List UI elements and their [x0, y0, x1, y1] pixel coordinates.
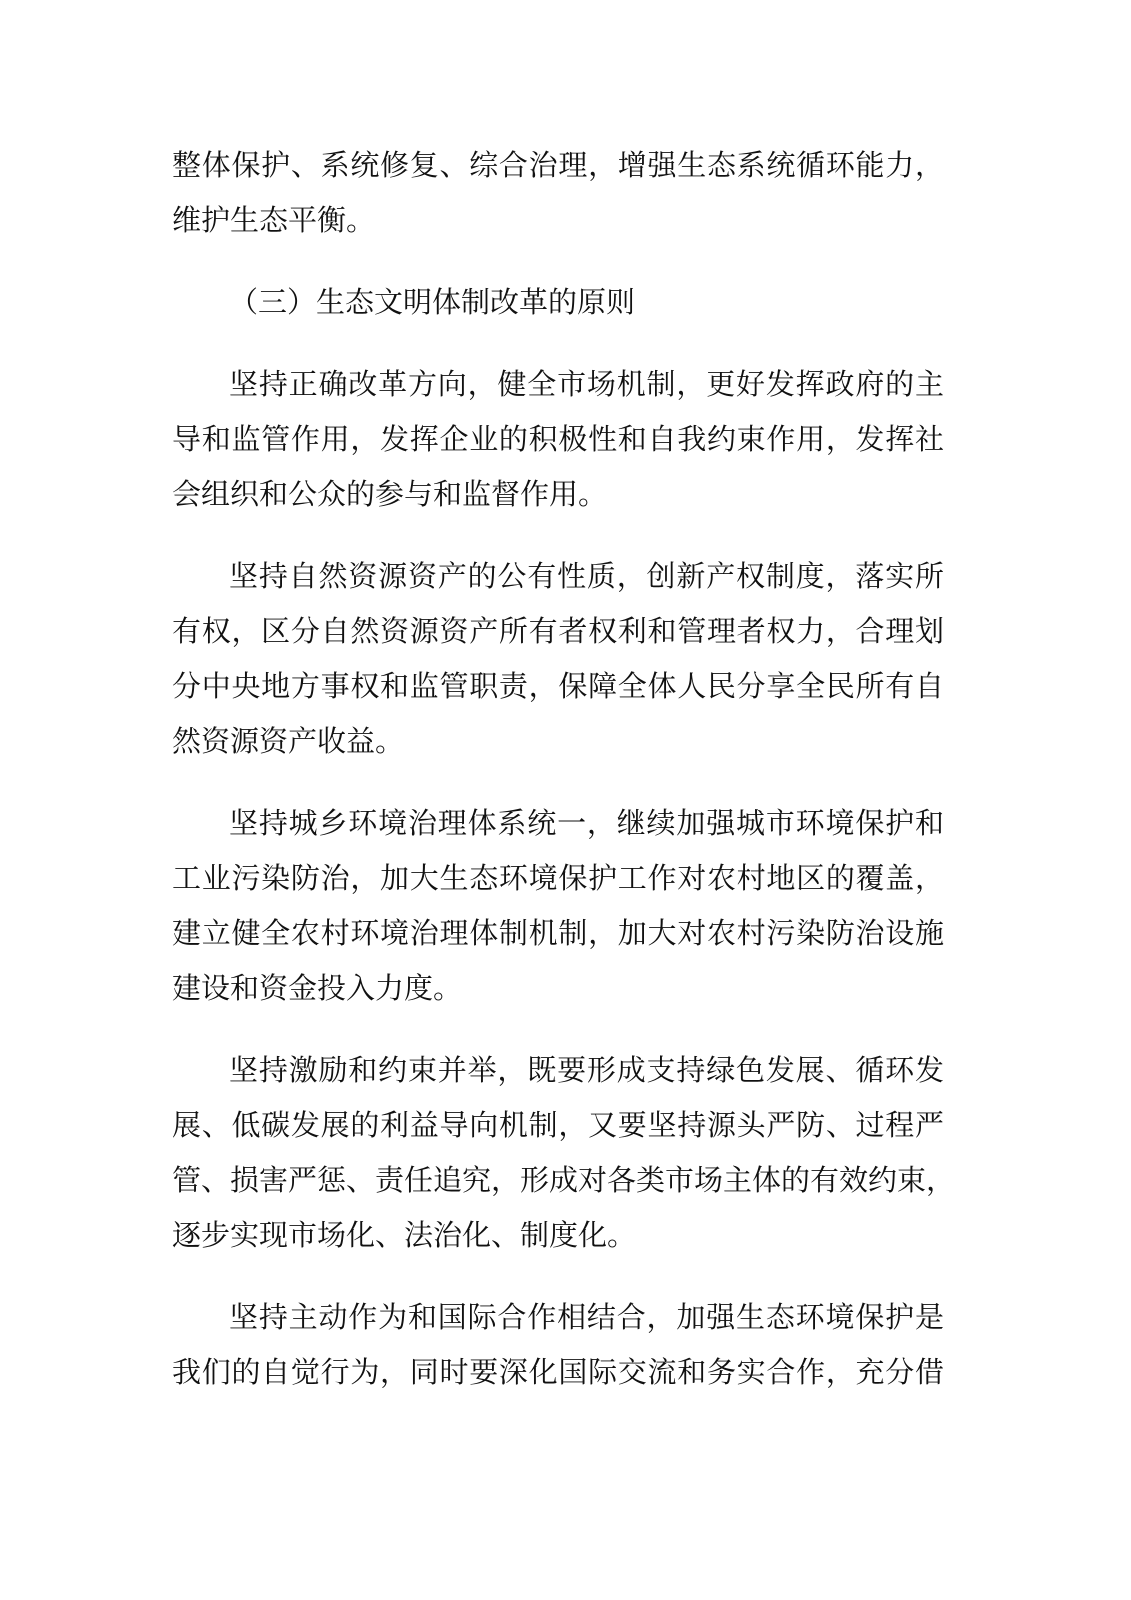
text-line: 工业污染防治，加大生态环境保护工作对农村地区的覆盖，	[172, 861, 944, 895]
text-line: 逐步实现市场化、法治化、制度化。	[172, 1218, 637, 1252]
section-heading: （三）生态文明体制改革的原则	[229, 285, 636, 319]
text-line: 展、低碳发展的利益导向机制，又要坚持源头严防、过程严	[172, 1108, 944, 1142]
text-line: 维护生态平衡。	[172, 203, 376, 237]
text-line: 分中央地方事权和监管职责，保障全体人民分享全民所有自	[172, 669, 944, 703]
paragraph-first-line: 坚持城乡环境治理体系统一，继续加强城市环境保护和	[229, 806, 944, 840]
text-line: 导和监管作用，发挥企业的积极性和自我约束作用，发挥社	[172, 422, 944, 456]
paragraph-first-line: 坚持正确改革方向，健全市场机制，更好发挥政府的主	[229, 367, 944, 401]
text-line: 管、损害严惩、责任追究，形成对各类市场主体的有效约束，	[172, 1163, 956, 1197]
text-line: 建设和资金投入力度。	[172, 971, 463, 1005]
text-line: 建立健全农村环境治理体制机制，加大对农村污染防治设施	[172, 916, 944, 950]
paragraph-first-line: 坚持自然资源资产的公有性质，创新产权制度，落实所	[229, 559, 944, 593]
paragraph-first-line: 坚持主动作为和国际合作相结合，加强生态环境保护是	[229, 1300, 944, 1334]
text-line: 我们的自觉行为，同时要深化国际交流和务实合作，充分借	[172, 1355, 944, 1389]
text-line: 然资源资产收益。	[172, 724, 405, 758]
text-line: 整体保护、系统修复、综合治理，增强生态系统循环能力，	[172, 148, 944, 182]
text-line: 有权，区分自然资源资产所有者权利和管理者权力，合理划	[172, 614, 944, 648]
text-line: 会组织和公众的参与和监督作用。	[172, 477, 608, 511]
paragraph-first-line: 坚持激励和约束并举，既要形成支持绿色发展、循环发	[229, 1053, 944, 1087]
